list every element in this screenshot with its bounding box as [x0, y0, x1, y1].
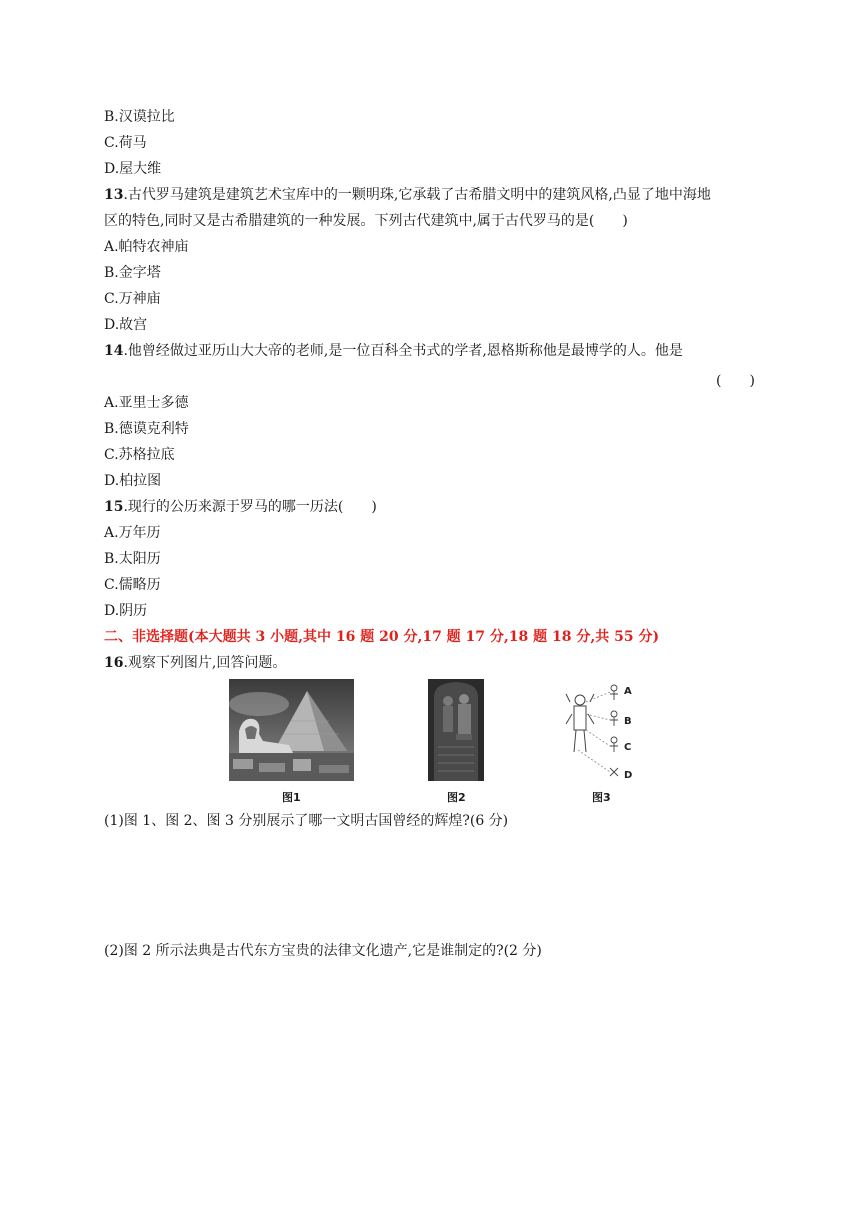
q16-stem [104, 654, 286, 672]
figure2-caption: 图2 [447, 791, 466, 804]
q14-stem-line1 [104, 342, 683, 360]
question-number: 15 [104, 499, 124, 515]
question-number: 16 [104, 655, 124, 671]
q15-text: .现行的公历来源于罗马的哪一历法( ) [123, 499, 377, 515]
q13-option-a: A.帕特农神庙 [104, 239, 189, 255]
q16-text: .观察下列图片,回答问题。 [123, 655, 287, 671]
q15-stem [104, 498, 377, 516]
q12-option-d: D.屋大维 [104, 161, 162, 177]
q13-option-c: C.万神庙 [104, 291, 161, 307]
q14-option-b: B.德谟克利特 [104, 421, 189, 437]
q13-option-d: D.故宫 [104, 317, 148, 333]
figure3-label-d: D [624, 770, 633, 781]
section-desc: (本大题共 3 小题,其中 16 题 20 分,17 题 17 分,18 题 18 分,共 55 分) [188, 629, 660, 645]
figure3-caption: 图3 [592, 791, 611, 804]
q13-option-b: B.金字塔 [104, 265, 161, 281]
q16-sub1: (1)图 1、图 2、图 3 分别展示了哪一文明古国曾经的辉煌?(6 分) [104, 813, 509, 829]
q15-option-c: C.儒略历 [104, 577, 161, 593]
figure3-label-a: A [624, 686, 632, 697]
q16-sub2: (2)图 2 所示法典是古代东方宝贵的法律文化遗产,它是谁制定的?(2 分) [104, 943, 542, 959]
figure1-caption: 图1 [282, 791, 301, 804]
pyramid-sphinx-photo [229, 679, 354, 781]
q12-option-c: C.荷马 [104, 135, 147, 151]
q13-stem-line1 [104, 186, 711, 204]
figure3-label-c: C [624, 742, 632, 753]
section-title: 二、非选择题 [104, 629, 188, 645]
q14-option-c: C.苏格拉底 [104, 447, 175, 463]
q14-answer-paren: ( ) [716, 373, 755, 389]
question-number: 13 [104, 187, 124, 203]
q12-option-b: B.汉谟拉比 [104, 109, 175, 125]
figure3-label-b: B [624, 716, 632, 727]
q14-option-d: D.柏拉图 [104, 473, 162, 489]
hieroglyph-diagram [562, 680, 642, 784]
question-number: 14 [104, 343, 124, 359]
q15-option-d: D.阴历 [104, 603, 148, 619]
q15-option-a: A.万年历 [104, 525, 161, 541]
stele-photo [428, 679, 484, 781]
q14-option-a: A.亚里士多德 [104, 395, 189, 411]
q13-stem-line2: 区的特色,同时又是古希腊建筑的一种发展。下列古代建筑中,属于古代罗马的是( ) [104, 213, 628, 229]
q15-option-b: B.太阳历 [104, 551, 161, 567]
q13-text-1: .古代罗马建筑是建筑艺术宝库中的一颗明珠,它承载了古希腊文明中的建筑风格,凸显了地中海地 [123, 187, 711, 203]
q14-text-1: .他曾经做过亚历山大大帝的老师,是一位百科全书式的学者,恩格斯称他是最博学的人。他是 [123, 343, 683, 359]
section-heading [104, 628, 659, 646]
